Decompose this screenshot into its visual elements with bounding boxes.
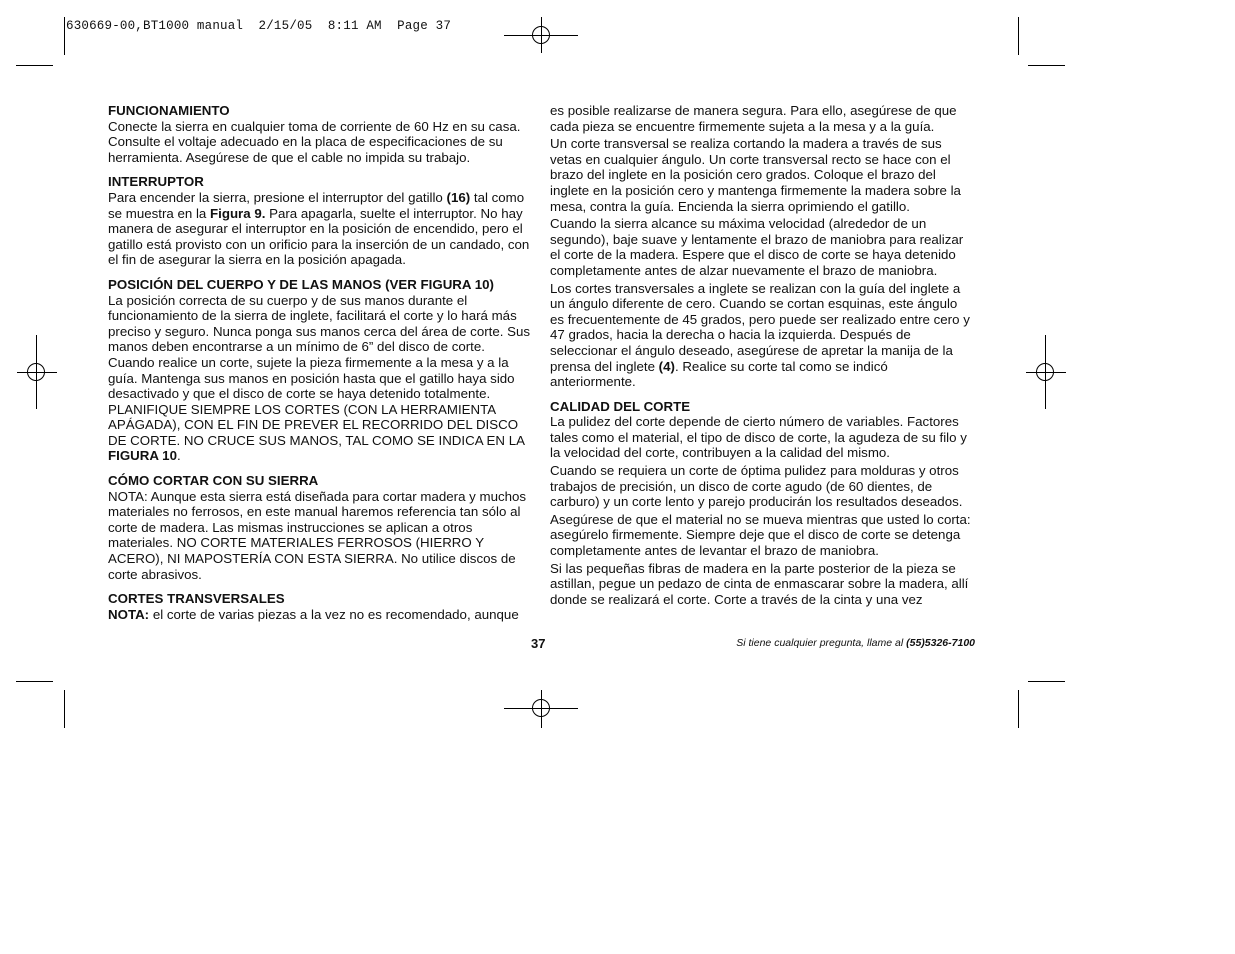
heading-funcionamiento: FUNCIONAMIENTO	[108, 103, 230, 118]
crop-mark	[1018, 690, 1019, 728]
heading-posicion: POSICIÓN DEL CUERPO Y DE LAS MANOS (VER FIGURA 10)	[108, 276, 494, 292]
paragraph-como-cortar: NOTA: Aunque esta sierra está diseñada para cortar madera y muchos materiales no ferrosos, en este manual haremos referencia tan sólo al corte de madera. Las mismas instrucciones se aplican a otros materiales. NO CORTE MATERIALES FERROSOS (HIERRO Y ACERO), NI MAPOSTERÍA CON ESTA SIERRA. No utilice discos de corte abrasivos.	[108, 488, 527, 582]
paragraph-corte-transversal: Un corte transversal se realiza cortando la madera a través de sus vetas en cualquier ángulo. Un corte transversal recto se hace con el brazo del inglete en la posición cero grados. Coloque el brazo del inglete en la posición cero y mantenga firmemente la madera sobre la mesa, contra la guía. Encienda la sierra oprimiendo el gatillo.	[550, 136, 961, 214]
paragraph-calidad-1: La pulidez del corte depende de cierto número de variables. Factores tales como el material, el tipo de disco de corte, la agudeza de su filo y la velocidad del corte, contribuyen a la calidad del mismo.	[550, 414, 967, 461]
crop-mark	[1018, 17, 1019, 55]
paragraph-calidad-2: Cuando se requiera un corte de óptima pulidez para molduras y otros trabajos de precisión, un disco de corte agudo (de 60 dientes, de carburo) y un corte lento y parejo producirán los resultados deseados.	[550, 463, 963, 510]
paragraph-posicion: La posición correcta de su cuerpo y de sus manos durante el funcionamiento de la sierra de inglete, facilitará el corte y lo hará más preciso y seguro. Nunca ponga sus manos cerca del área de corte. Sus manos deben encontrarse a un mínimo de 6” del disco de corte. Cuando realice un corte, sujete la pieza firmemente a la mesa y a la guía. Mantenga sus manos en posición hasta que el gatillo haya sido desactivado y que el disco de corte se haya detenido totalmente. PLANIFIQUE SIEMPRE LOS CORTES (CON LA HERRAMIENTA APÁGADA), CON EL FIN DE PREVER EL RECORRIDO DEL DISCO DE CORTE. NO CRUCE SUS MANOS, TAL COMO SE INDICA EN LA FIGURA 10.	[108, 292, 531, 464]
print-slug: 630669-00,BT1000 manual 2/15/05 8:11 AM Page 37	[66, 19, 452, 33]
heading-interruptor: INTERRUPTOR	[108, 174, 204, 190]
heading-como-cortar: CÓMO CORTAR CON SU SIERRA	[108, 473, 319, 489]
page-number: 37	[531, 636, 546, 651]
crop-mark	[1028, 681, 1065, 682]
crop-mark	[64, 690, 65, 728]
paragraph-velocidad: Cuando la sierra alcance su máxima velocidad (alrededor de un segundo), baje suave y lentamente el brazo de maniobra para realizar el corte de la madera. Espere que el disco de corte se haya detenido completamente antes de alzar nuevamente el brazo de maniobra.	[550, 216, 964, 278]
crop-mark	[1028, 65, 1065, 66]
crop-mark	[16, 681, 53, 682]
paragraph-continuation: es posible realizarse de manera segura. Para ello, asegúrese de que cada pieza se encuentre firmemente sujeta a la mesa y a la guía.	[550, 103, 957, 134]
crop-mark	[64, 17, 65, 55]
right-column	[550, 103, 975, 607]
paragraph-funcionamiento: Conecte la sierra en cualquier toma de corriente de 60 Hz en su casa. Consulte el voltaje adecuado en la placa de especificaciones de su herramienta. Asegúrese de que el cable no impida su trabajo.	[108, 118, 521, 165]
heading-calidad: CALIDAD DEL CORTE	[550, 398, 691, 414]
crop-mark	[16, 65, 53, 66]
paragraph-cortes-transversales: NOTA: el corte de varias piezas a la vez no es recomendado, aunque	[108, 606, 519, 622]
heading-cortes-transversales: CORTES TRANSVERSALES	[108, 591, 285, 607]
paragraph-inglete: Los cortes transversales a inglete se realizan con la guía del inglete a un ángulo diferente de cero. Cuando se cortan esquinas, este ángulo es frecuentemente de 45 grados, pero puede ser realizado entre cero y 47 grados, hacia la derecha o hacia la izquierda. Después de seleccionar el ángulo deseado, asegúrese de apretar la manija de la prensa del inglete (4). Realice su corte tal como se indicó anteriormente.	[550, 280, 970, 390]
paragraph-interruptor: Para encender la sierra, presione el interruptor del gatillo (16) tal como se muestra en la Figura 9. Para apagarla, suelte el interruptor. No hay manera de asegurar el interruptor en la posición de encendido, pero el gatillo está provisto con un orificio para la inserción de un candado, con el fin de asegurar la sierra en la posición apagada.	[108, 189, 530, 268]
paragraph-calidad-4: Si las pequeñas fibras de madera en la parte posterior de la pieza se astillan, pegue un pedazo de cinta de enmascarar sobre la madera, allí donde se realizará el corte. Corte a través de la cinta y una vez	[550, 560, 969, 607]
footer-contact: Si tiene cualquier pregunta, llame al (55)5326-7100	[736, 637, 975, 649]
left-column	[108, 103, 534, 622]
paragraph-calidad-3: Asegúrese de que el material no se mueva mientras que usted lo corta: asegúrelo firmemente. Siempre deje que el disco de corte se detenga completamente antes de levantar el brazo de maniobra.	[550, 511, 971, 559]
